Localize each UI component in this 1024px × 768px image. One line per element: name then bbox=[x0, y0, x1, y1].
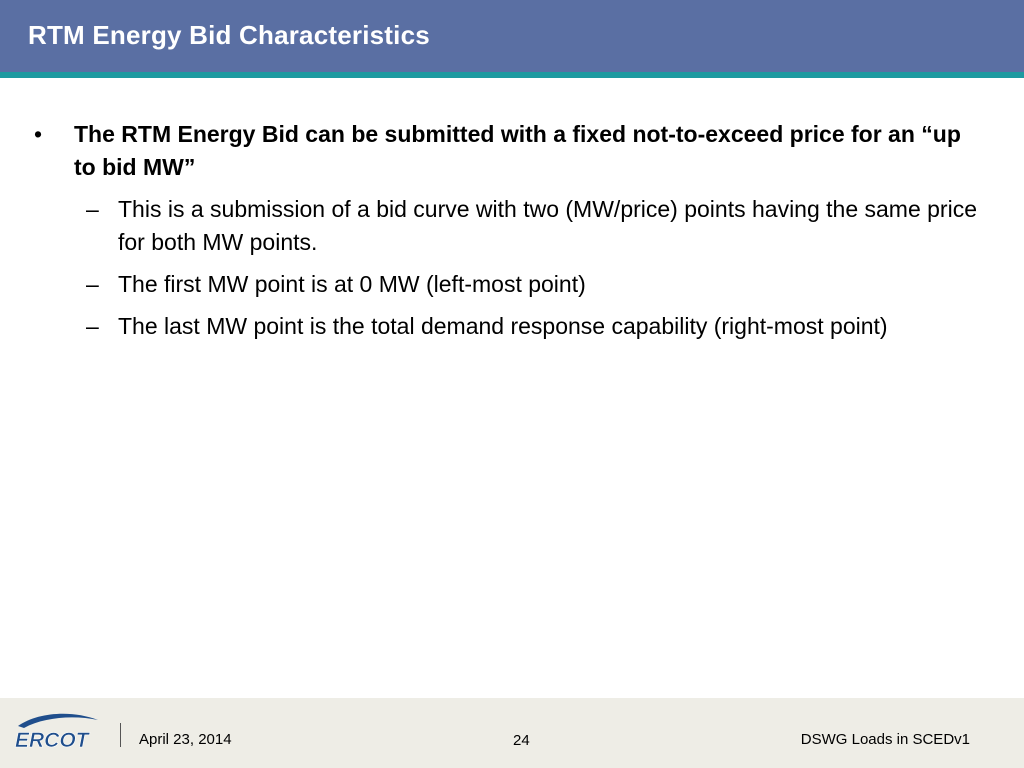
slide-footer bbox=[0, 698, 1024, 768]
bullet-text: The RTM Energy Bid can be submitted with a fixed not-to-exceed price for an “up to bid MW” bbox=[74, 121, 961, 180]
bullet-marker: • bbox=[34, 121, 43, 147]
sub-bullet-text: The first MW point is at 0 MW (left-most point) bbox=[118, 271, 586, 297]
sub-bullet-marker: – bbox=[86, 271, 99, 297]
logo-wordmark: ERCOT bbox=[15, 729, 89, 752]
title-bar bbox=[0, 0, 1024, 72]
sub-bullet-item bbox=[0, 268, 1024, 301]
sub-bullet-item bbox=[0, 193, 1024, 259]
slide-title: RTM Energy Bid Characteristics bbox=[28, 20, 430, 50]
ercot-logo bbox=[10, 710, 104, 756]
sub-bullet-text: This is a submission of a bid curve with two (MW/price) points having the same price for both MW points. bbox=[118, 196, 977, 255]
sub-bullet-text: The last MW point is the total demand response capability (right-most point) bbox=[118, 313, 888, 339]
footer-date: April 23, 2014 bbox=[139, 731, 232, 748]
title-stripe bbox=[0, 72, 1024, 78]
slide-content bbox=[0, 118, 1024, 343]
footer-note: DSWG Loads in SCEDv1 bbox=[800, 731, 970, 748]
footer-divider bbox=[120, 723, 121, 747]
page-number: 24 bbox=[513, 732, 530, 749]
logo-swoosh bbox=[18, 714, 98, 728]
bullet-item bbox=[0, 118, 1024, 184]
sub-bullet-marker: – bbox=[86, 196, 99, 222]
sub-bullet-marker: – bbox=[86, 313, 99, 339]
sub-bullet-item bbox=[0, 310, 1024, 343]
